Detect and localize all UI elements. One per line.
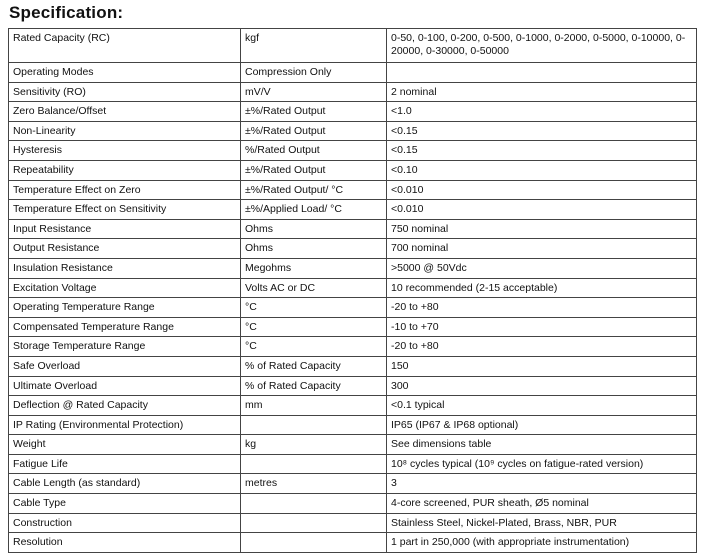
unit-cell: [241, 415, 387, 435]
table-row: [9, 376, 697, 396]
unit-cell: Volts AC or DC: [241, 278, 387, 298]
parameter-cell: Safe Overload: [9, 356, 241, 376]
specification-table-body: [9, 29, 697, 553]
unit-cell: ±%/Rated Output: [241, 160, 387, 180]
unit-cell: °C: [241, 317, 387, 337]
unit-cell: °C: [241, 298, 387, 318]
value-cell: IP65 (IP67 & IP68 optional): [387, 415, 697, 435]
parameter-cell: Temperature Effect on Zero: [9, 180, 241, 200]
parameter-cell: Excitation Voltage: [9, 278, 241, 298]
unit-cell: % of Rated Capacity: [241, 376, 387, 396]
value-cell: 3: [387, 474, 697, 494]
value-cell: 2 nominal: [387, 82, 697, 102]
page-title: Specification:: [9, 3, 124, 22]
unit-cell: Ohms: [241, 219, 387, 239]
table-row: [9, 278, 697, 298]
table-row: [9, 415, 697, 435]
value-cell: 300: [387, 376, 697, 396]
table-row: [9, 258, 697, 278]
unit-cell: ±%/Rated Output/ °C: [241, 180, 387, 200]
value-cell: 0-50, 0-100, 0-200, 0-500, 0-1000, 0-2000, 0-5000, 0-10000, 0-20000, 0-30000, 0-50000: [387, 29, 697, 63]
parameter-cell: Rated Capacity (RC): [9, 29, 241, 63]
unit-cell: metres: [241, 474, 387, 494]
parameter-cell: Deflection @ Rated Capacity: [9, 396, 241, 416]
value-cell: 700 nominal: [387, 239, 697, 259]
table-row: [9, 317, 697, 337]
unit-cell: mV/V: [241, 82, 387, 102]
parameter-cell: Input Resistance: [9, 219, 241, 239]
table-row: [9, 219, 697, 239]
table-row: [9, 454, 697, 474]
table-row: [9, 239, 697, 259]
parameter-cell: Temperature Effect on Sensitivity: [9, 200, 241, 220]
specification-table: [8, 28, 697, 553]
table-row: [9, 63, 697, 83]
parameter-cell: Cable Type: [9, 494, 241, 514]
unit-cell: ±%/Applied Load/ °C: [241, 200, 387, 220]
parameter-cell: Resolution: [9, 533, 241, 553]
parameter-cell: Sensitivity (RO): [9, 82, 241, 102]
unit-cell: Ohms: [241, 239, 387, 259]
parameter-cell: Output Resistance: [9, 239, 241, 259]
unit-cell: [241, 513, 387, 533]
unit-cell: mm: [241, 396, 387, 416]
unit-cell: ±%/Rated Output: [241, 102, 387, 122]
parameter-cell: Weight: [9, 435, 241, 455]
unit-cell: % of Rated Capacity: [241, 356, 387, 376]
table-row: [9, 29, 697, 63]
value-cell: >5000 @ 50Vdc: [387, 258, 697, 278]
parameter-cell: Construction: [9, 513, 241, 533]
value-cell: 4-core screened, PUR sheath, Ø5 nominal: [387, 494, 697, 514]
value-cell: 1 part in 250,000 (with appropriate instrumentation): [387, 533, 697, 553]
value-cell: -10 to +70: [387, 317, 697, 337]
unit-cell: [241, 494, 387, 514]
value-cell: -20 to +80: [387, 298, 697, 318]
value-cell: 750 nominal: [387, 219, 697, 239]
unit-cell: Compression Only: [241, 63, 387, 83]
value-cell: <0.010: [387, 200, 697, 220]
value-cell: 10 recommended (2-15 acceptable): [387, 278, 697, 298]
value-cell: <0.010: [387, 180, 697, 200]
parameter-cell: Non-Linearity: [9, 121, 241, 141]
parameter-cell: Operating Modes: [9, 63, 241, 83]
unit-cell: ±%/Rated Output: [241, 121, 387, 141]
value-cell: -20 to +80: [387, 337, 697, 357]
table-row: [9, 200, 697, 220]
table-row: [9, 82, 697, 102]
table-row: [9, 180, 697, 200]
unit-cell: [241, 454, 387, 474]
table-row: [9, 435, 697, 455]
parameter-cell: Hysteresis: [9, 141, 241, 161]
parameter-cell: Repeatability: [9, 160, 241, 180]
value-cell: <0.10: [387, 160, 697, 180]
parameter-cell: Compensated Temperature Range: [9, 317, 241, 337]
value-cell: See dimensions table: [387, 435, 697, 455]
unit-cell: %/Rated Output: [241, 141, 387, 161]
table-row: [9, 533, 697, 553]
value-cell: <0.1 typical: [387, 396, 697, 416]
parameter-cell: Insulation Resistance: [9, 258, 241, 278]
unit-cell: Megohms: [241, 258, 387, 278]
parameter-cell: Operating Temperature Range: [9, 298, 241, 318]
table-row: [9, 356, 697, 376]
unit-cell: kgf: [241, 29, 387, 63]
value-cell: <0.15: [387, 121, 697, 141]
value-cell: Stainless Steel, Nickel-Plated, Brass, NBR, PUR: [387, 513, 697, 533]
parameter-cell: Zero Balance/Offset: [9, 102, 241, 122]
table-row: [9, 513, 697, 533]
table-row: [9, 121, 697, 141]
table-row: [9, 102, 697, 122]
unit-cell: [241, 533, 387, 553]
parameter-cell: Storage Temperature Range: [9, 337, 241, 357]
parameter-cell: Cable Length (as standard): [9, 474, 241, 494]
table-row: [9, 141, 697, 161]
parameter-cell: IP Rating (Environmental Protection): [9, 415, 241, 435]
table-row: [9, 474, 697, 494]
table-row: [9, 298, 697, 318]
parameter-cell: Fatigue Life: [9, 454, 241, 474]
value-cell: <1.0: [387, 102, 697, 122]
table-row: [9, 396, 697, 416]
table-row: [9, 494, 697, 514]
value-cell: [387, 63, 697, 83]
unit-cell: °C: [241, 337, 387, 357]
value-cell: <0.15: [387, 141, 697, 161]
parameter-cell: Ultimate Overload: [9, 376, 241, 396]
unit-cell: kg: [241, 435, 387, 455]
table-row: [9, 337, 697, 357]
value-cell: 150: [387, 356, 697, 376]
value-cell: 10⁸ cycles typical (10⁹ cycles on fatigue-rated version): [387, 454, 697, 474]
table-row: [9, 160, 697, 180]
